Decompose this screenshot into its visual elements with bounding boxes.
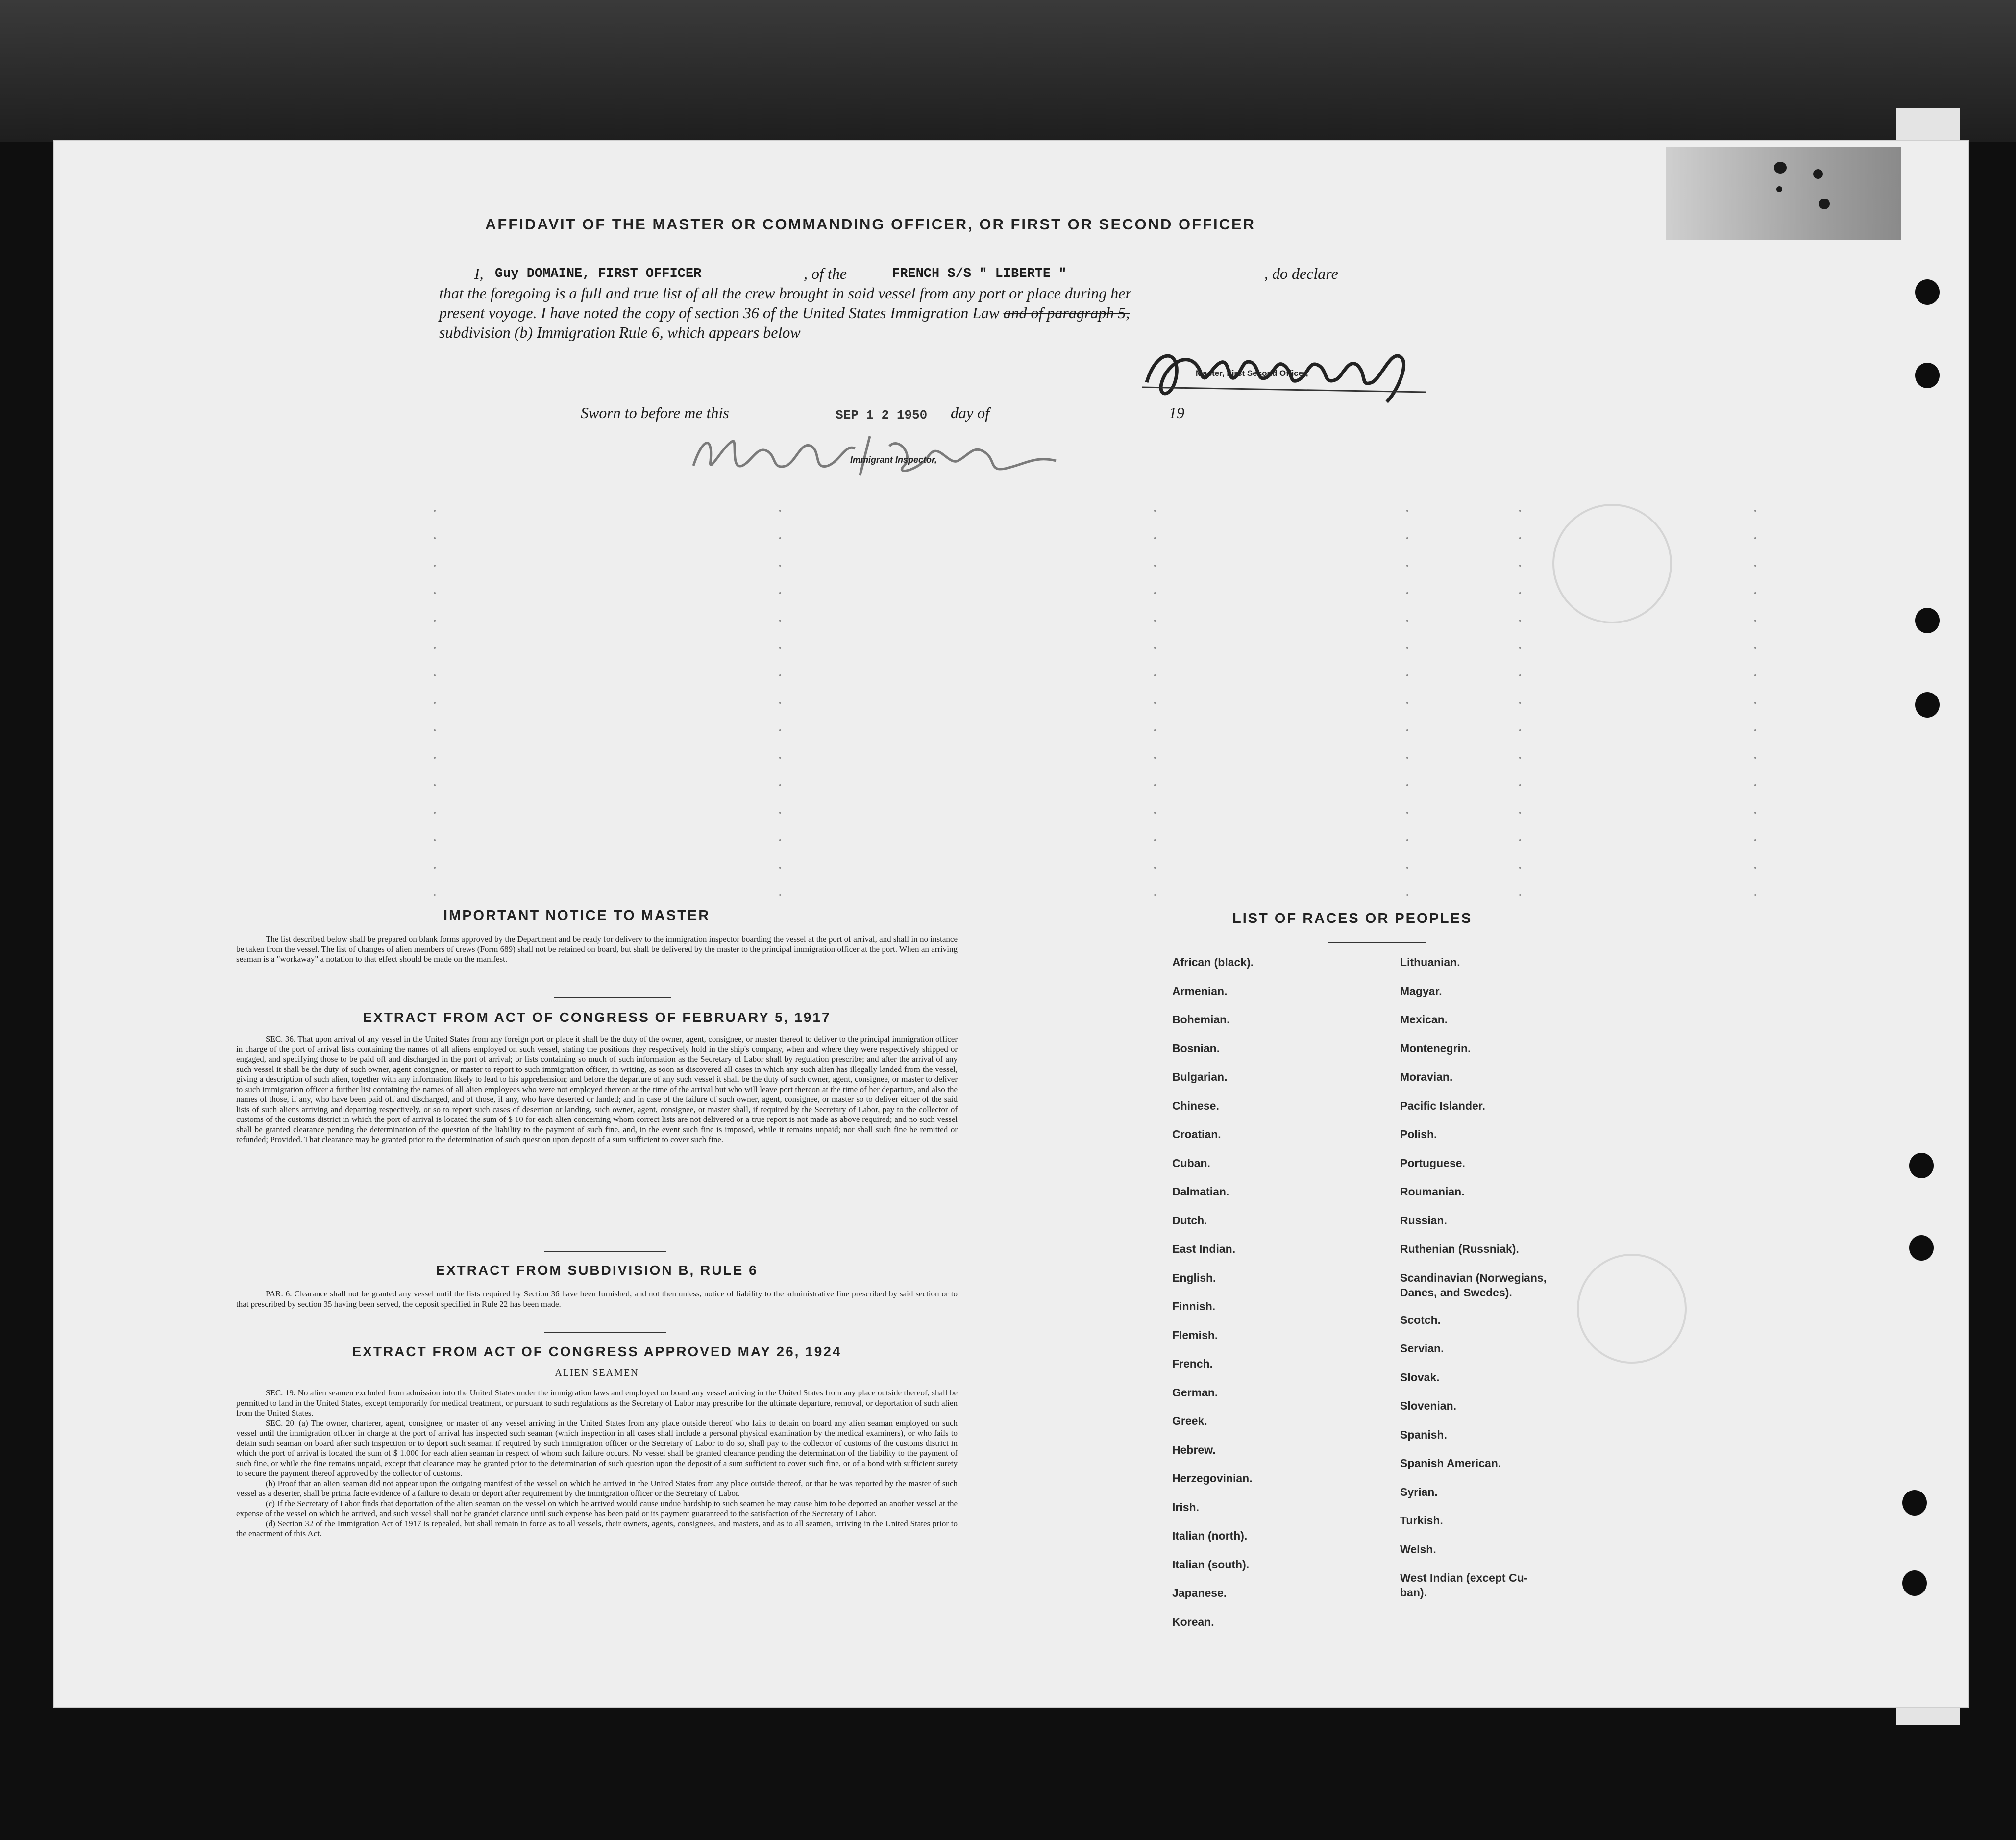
- race-entry: Korean.: [1172, 1615, 1214, 1628]
- column-guide-dot: [1406, 729, 1408, 731]
- punch-hole: [1902, 1490, 1927, 1516]
- extract-1917-body: SEC. 36. That upon arrival of any vessel in the United States from any foreign port or place it shall be the duty of the owner, agent, consignee, or master thereof to deliver to the principal immigration officer in charge of the port of arrival lists containing the names of all aliens employed on such vessel, stating the positions they respectively hold in the ship's company, when and where they were respectively shipped or engaged, and specifying those to be paid off and discharged in the port of arrival; or lists containing so much of such information as the Secretary of Labor shall by regulation prescribe; and after the arrival of any such vessel it shall be the duty of such owner, agent consignee, or master to report to such immigration officer, in writing, as soon as discovered all cases in which any such alien has illegally landed from the vessel, giving a description of such alien, together with any information likely to lead to his apprehension; and before the departure of any such vessel it shall be the duty of such owner, agent, consignee, or master to deliver to such immigration officer a further list containing the names of all alien employees who were not employed thereon at the time of the arrival but who will leave port thereon at the time of her departure, and also the names of those, if any, who have been paid off and discharged, and of those, if any, who have deserted or landed; and in case of the failure of such owner, agent, consignee, or master so to deliver either of the said lists of such aliens arriving and departing respectively, or so to report such cases of desertion or landing, such owner, agent, consignee, or master shall, if required by the Secretary of Labor, pay to the collector of customs of the customs district in which the port of arrival is located the sum of $ 10 for each alien concerning whom correct lists are not delivered or a true report is not made as above required; and no such vessel shall be granted clearance pending the determination of the question of the liability to the payment of such fine, and, in the event such fine is imposed, while it remains unpaid; nor shall such fine be remitted or refunded; Provided. That clearance may be granted prior to the determination of such question upon deposit of a sum sufficient to cover such fine.: [236, 1034, 958, 1144]
- race-entry: Irish.: [1172, 1500, 1199, 1514]
- column-guide-dot: [1754, 592, 1756, 594]
- race-entry: Montenegrin.: [1400, 1042, 1471, 1055]
- column-guide-dot: [779, 784, 781, 786]
- column-guide-dot: [434, 894, 436, 896]
- column-guide-dot: [1519, 784, 1521, 786]
- race-entry: Finnish.: [1172, 1300, 1216, 1313]
- column-guide-dot: [779, 839, 781, 841]
- column-guide-dot: [1154, 784, 1156, 786]
- column-guide-dot: [1519, 537, 1521, 539]
- column-guide-dot: [779, 894, 781, 896]
- section-divider: [544, 1332, 666, 1333]
- punch-hole: [1902, 1570, 1927, 1596]
- affidavit-line3: [439, 304, 1130, 322]
- column-guide-dot: [1519, 647, 1521, 649]
- race-entry: Mexican.: [1400, 1013, 1448, 1026]
- race-entry: Armenian.: [1172, 984, 1228, 997]
- affidavit-line2: that the foregoing is a full and true list of all the crew brought in said vessel from any port or place during her: [439, 284, 1131, 302]
- column-guide-dot: [1154, 537, 1156, 539]
- race-entry: African (black).: [1172, 956, 1254, 969]
- column-guide-dot: [1519, 839, 1521, 841]
- extract-1924-para: (d) Section 32 of the Immigration Act of 1917 is repealed, but shall remain in force as to all vessels, their owners, agents, consignees, and masters, and as to all seamen, arriving in the United States prior to the enactment of this Act.: [236, 1518, 958, 1538]
- label-master-struck: Master: [1196, 369, 1222, 378]
- punch-hole: [1915, 363, 1940, 388]
- column-guide-dot: [779, 702, 781, 704]
- column-guide-dot: [779, 674, 781, 676]
- extract-rule6-title: EXTRACT FROM SUBDIVISION B, RULE 6: [436, 1263, 758, 1278]
- column-guide-dot: [779, 510, 781, 512]
- column-guide-dot: [779, 565, 781, 567]
- column-guide-dot: [779, 647, 781, 649]
- race-entry: Italian (north).: [1172, 1529, 1248, 1542]
- race-entry: Portuguese.: [1400, 1156, 1465, 1169]
- punch-hole: [1909, 1153, 1934, 1178]
- ink-spot: [1819, 199, 1830, 209]
- extract-1924-body: [236, 1388, 958, 1539]
- column-guide-dot: [1519, 894, 1521, 896]
- race-entry: Herzegovinian.: [1172, 1472, 1253, 1485]
- date-stamp: SEP 1 2 1950: [836, 408, 928, 423]
- column-guide-dot: [434, 839, 436, 841]
- column-guide-dot: [1154, 867, 1156, 869]
- column-guide-dot: [1406, 757, 1408, 759]
- punch-hole: [1915, 692, 1940, 718]
- column-guide-dot: [1406, 592, 1408, 594]
- column-guide-dot: [1754, 674, 1756, 676]
- race-entry: German.: [1172, 1386, 1218, 1399]
- extract-1924-subtitle: ALIEN SEAMEN: [555, 1368, 639, 1378]
- column-guide-dot: [434, 537, 436, 539]
- column-guide-dot: [1154, 812, 1156, 814]
- section-divider: [544, 1251, 666, 1252]
- inspector-label: Immigrant Inspector,: [850, 455, 937, 465]
- column-guide-dot: [1754, 647, 1756, 649]
- column-guide-dot: [434, 510, 436, 512]
- affidavit-title: AFFIDAVIT OF THE MASTER OR COMMANDING OFFICER, OR FIRST OR SECOND OFFICER: [485, 216, 1256, 233]
- affidavit-line1-prefix: I,: [474, 265, 484, 282]
- column-guide-dot: [1519, 674, 1521, 676]
- notice-body: The list described below shall be prepared on blank forms approved by the Department and be ready for delivery to the immigration inspector boarding the vessel at the port of arrival, and shall in no instance be taken from the vessel. The list of changes of alien members of crews (Form 689) shall not be retained on board, but shall be delivered by the master to the principal immigration officer at the port. When an arriving seaman is a "workaway" a notation to that effect should be made on the manifest.: [236, 934, 958, 964]
- ink-spot: [1774, 162, 1787, 174]
- race-entry: Ruthenian (Russniak).: [1400, 1243, 1519, 1255]
- race-entry: Dutch.: [1172, 1214, 1207, 1227]
- column-guide-dot: [779, 729, 781, 731]
- column-guide-dot: [779, 592, 781, 594]
- race-entry: Spanish American.: [1400, 1457, 1501, 1469]
- race-entry: East Indian.: [1172, 1243, 1236, 1255]
- column-guide-dot: [1519, 867, 1521, 869]
- column-guide-dot: [1519, 620, 1521, 622]
- punch-hole: [1915, 279, 1940, 305]
- sworn-day-of: day of: [951, 404, 990, 422]
- column-guide-dot: [434, 702, 436, 704]
- column-guide-dot: [1754, 510, 1756, 512]
- extract-1924-para: (b) Proof that an alien seaman did not appear upon the outgoing manifest of the vessel on which he arrived in the United States from any place outside thereof, or that he was reported by the master of such vessel as a deserter, shall be prima facie evidence of a failure to detain or deport after requirement by the immigration officer or the Secretary of Labor.: [236, 1478, 958, 1498]
- race-entry: ban).: [1400, 1586, 1427, 1599]
- race-entry: Servian.: [1400, 1342, 1444, 1355]
- column-guide-dot: [779, 812, 781, 814]
- race-entry: Welsh.: [1400, 1542, 1436, 1556]
- label-first: , First: [1222, 369, 1245, 378]
- column-guide-dot: [1154, 592, 1156, 594]
- race-entry: Magyar.: [1400, 984, 1442, 997]
- column-guide-dot: [434, 647, 436, 649]
- race-entry: Russian.: [1400, 1214, 1447, 1227]
- race-entry: Bohemian.: [1172, 1013, 1230, 1026]
- extract-1924-para: (c) If the Secretary of Labor finds that deportation of the alien seaman on the vessel on which he arrived would cause undue hardship to such seamen he may cause him to be deported an another vessel at the expense of the vessel on which he arrived, and such vessel shall not be grandet clarance until such expense has been paid or its payment guaranteed to the satisfaction of the Secretary of Labor.: [236, 1498, 958, 1518]
- column-guide-dot: [434, 674, 436, 676]
- affidavit-line1-suffix: , do declare: [1264, 265, 1338, 282]
- column-guide-dot: [1406, 565, 1408, 567]
- extract-1924-para: SEC. 20. (a) The owner, charterer, agent, consignee, or master of any vessel arriving in the United States from any place outside thereof who fails to detain on board any alien seaman employed on such vessel until the immigration officer in charge at the port of arrival has inspected such seaman (which inspection in all cases shall include a personal physical examination by the medical examiners), or who fails to detain such seaman on board after such inspection or to deport such seaman if required by such immigration officer or the Secretary of Labor to do so, shall pay to the collector of customs of the customs district in which the port of arrival is located the sum of $ 1.000 for each alien seaman in respect of whom such failure occurs. No vessel shall be granted clearance pending the determination of the liability to the payment of such fine, or while the fine remains unpaid, except that clearance may be granted prior to the determination of such question upon the deposit of a sum sufficient to cover such fine, or of a bond with sufficient surety to secure the payment thereof approved by the collector of customs.: [236, 1418, 958, 1478]
- race-entry: Italian (south).: [1172, 1558, 1250, 1571]
- column-guide-dot: [1406, 620, 1408, 622]
- column-guide-dot: [1754, 757, 1756, 759]
- notice-title: IMPORTANT NOTICE TO MASTER: [443, 908, 711, 923]
- column-guide-dot: [1406, 812, 1408, 814]
- column-guide-dot: [1754, 784, 1756, 786]
- column-guide-dot: [1406, 510, 1408, 512]
- affidavit-line3-struck: and of paragraph 5,: [1003, 304, 1130, 322]
- column-guide-dot: [434, 812, 436, 814]
- race-entry: West Indian (except Cu-: [1400, 1571, 1528, 1584]
- race-entry: Japanese.: [1172, 1587, 1227, 1599]
- column-guide-dot: [434, 592, 436, 594]
- column-guide-dot: [1754, 894, 1756, 896]
- affidavit-line1-of-the: , of the: [804, 265, 847, 282]
- column-guide-dot: [1406, 867, 1408, 869]
- column-guide-dot: [434, 867, 436, 869]
- race-entry: Turkish.: [1400, 1514, 1443, 1527]
- label-second-struck: Second: [1247, 369, 1278, 378]
- column-guide-dot: [779, 537, 781, 539]
- column-guide-dot: [1406, 674, 1408, 676]
- column-guide-dot: [1754, 620, 1756, 622]
- column-guide-dot: [1754, 867, 1756, 869]
- races-title: LIST OF RACES OR PEOPLES: [1232, 911, 1473, 926]
- column-guide-dot: [779, 757, 781, 759]
- column-guide-dot: [434, 729, 436, 731]
- ink-spot: [1776, 186, 1782, 192]
- race-entry: Bulgarian.: [1172, 1070, 1228, 1083]
- column-guide-dot: [1154, 510, 1156, 512]
- extract-1924-title: EXTRACT FROM ACT OF CONGRESS APPROVED MAY 26, 1924: [352, 1344, 842, 1359]
- race-entry: French.: [1172, 1357, 1213, 1370]
- ink-spot: [1813, 169, 1823, 179]
- race-entry: Scotch.: [1400, 1313, 1441, 1326]
- race-entry: Syrian.: [1400, 1485, 1438, 1498]
- column-guide-dot: [1519, 729, 1521, 731]
- race-entry: Spanish.: [1400, 1428, 1447, 1441]
- column-guide-dot: [1154, 702, 1156, 704]
- column-guide-dot: [779, 620, 781, 622]
- race-entry: Pacific Islander.: [1400, 1099, 1485, 1112]
- column-guide-dot: [1154, 894, 1156, 896]
- race-entry: Dalmatian.: [1172, 1185, 1229, 1198]
- column-guide-dot: [1154, 674, 1156, 676]
- column-guide-dot: [1519, 757, 1521, 759]
- column-guide-dot: [434, 784, 436, 786]
- column-guide-dot: [1754, 839, 1756, 841]
- column-guide-dot: [1154, 839, 1156, 841]
- sworn-text: Sworn to before me this: [581, 404, 729, 422]
- column-guide-dot: [1406, 784, 1408, 786]
- column-guide-dot: [1406, 702, 1408, 704]
- officer-name-field: Guy DOMAINE, FIRST OFFICER: [495, 267, 702, 281]
- race-entry: English.: [1172, 1271, 1216, 1284]
- race-entry: Slovenian.: [1400, 1399, 1457, 1412]
- torn-corner-shadow: [1666, 147, 1901, 240]
- column-guide-dot: [1754, 702, 1756, 704]
- column-guide-dot: [1754, 812, 1756, 814]
- race-entry: Cuban.: [1172, 1156, 1210, 1169]
- column-guide-dot: [434, 757, 436, 759]
- vessel-name-field: FRENCH S/S " LIBERTE ": [892, 267, 1067, 281]
- inspector-signature: [684, 426, 1066, 480]
- column-guide-dot: [1154, 757, 1156, 759]
- punch-hole: [1909, 1235, 1934, 1261]
- column-guide-dot: [1406, 647, 1408, 649]
- column-guide-dot: [1154, 565, 1156, 567]
- column-guide-dot: [1406, 839, 1408, 841]
- affidavit-line3-text: present voyage. I have noted the copy of section 36 of the United States Immigration Law: [439, 304, 1000, 322]
- officer-signature-label: [1196, 369, 1308, 378]
- column-guide-dot: [1519, 565, 1521, 567]
- column-guide-dot: [779, 867, 781, 869]
- column-guide-dot: [1154, 620, 1156, 622]
- race-entry: Polish.: [1400, 1128, 1437, 1141]
- punch-hole: [1915, 608, 1940, 633]
- race-entry: Lithuanian.: [1400, 956, 1460, 969]
- faint-stamp: [1539, 490, 1686, 637]
- extract-rule6-body: PAR. 6. Clearance shall not be granted any vessel until the lists required by Section 36 have been furnished, and not then unless, notice of liability to the administrative fine prescribed by said section or to that prescribed by section 35 having been served, the deposit specified in Rule 22 has been made.: [236, 1289, 958, 1309]
- section-divider: [1328, 942, 1426, 943]
- column-guide-dot: [1519, 812, 1521, 814]
- column-guide-dot: [1754, 537, 1756, 539]
- race-entry: Croatian.: [1172, 1128, 1221, 1141]
- column-guide-dot: [1406, 894, 1408, 896]
- race-entry: Flemish.: [1172, 1328, 1218, 1342]
- race-entry: Greek.: [1172, 1415, 1207, 1427]
- faint-stamp: [1568, 1245, 1696, 1372]
- column-guide-dot: [1754, 565, 1756, 567]
- scan-background: [0, 0, 2016, 142]
- race-entry: Hebrew.: [1172, 1443, 1216, 1456]
- race-entry: Bosnian.: [1172, 1042, 1220, 1055]
- column-guide-dot: [1154, 729, 1156, 731]
- section-divider: [554, 997, 671, 998]
- sworn-year: 19: [1169, 404, 1184, 422]
- column-guide-dot: [434, 620, 436, 622]
- column-guide-dot: [1519, 592, 1521, 594]
- race-entry: Scandinavian (Norwegians,: [1400, 1271, 1547, 1284]
- column-guide-dot: [1154, 647, 1156, 649]
- label-officer: Officer,: [1277, 369, 1308, 378]
- extract-1924-para: SEC. 19. No alien seamen excluded from admission into the United States under the immigration laws and employed on board any vessel arriving in the United States from any place outside thereof, shall be permitted to land in the United States, except temporarily for medical treatment, or pursuant to such regulations as the Secretary of Labor may prescribe for the ultimate departure, removal, or deportation of such alien from the United States.: [236, 1388, 958, 1417]
- column-guide-dot: [434, 565, 436, 567]
- column-guide-dot: [1406, 537, 1408, 539]
- column-guide-dot: [1519, 702, 1521, 704]
- affidavit-line4: subdivision (b) Immigration Rule 6, which appears below: [439, 323, 801, 341]
- column-guide-dot: [1519, 510, 1521, 512]
- race-entry: Moravian.: [1400, 1070, 1453, 1083]
- race-entry: Danes, and Swedes).: [1400, 1286, 1512, 1299]
- extract-1917-title: EXTRACT FROM ACT OF CONGRESS OF FEBRUARY 5, 1917: [363, 1010, 831, 1025]
- column-guide-dot: [1754, 729, 1756, 731]
- race-entry: Slovak.: [1400, 1370, 1440, 1384]
- race-entry: Roumanian.: [1400, 1185, 1465, 1198]
- race-entry: Chinese.: [1172, 1099, 1219, 1112]
